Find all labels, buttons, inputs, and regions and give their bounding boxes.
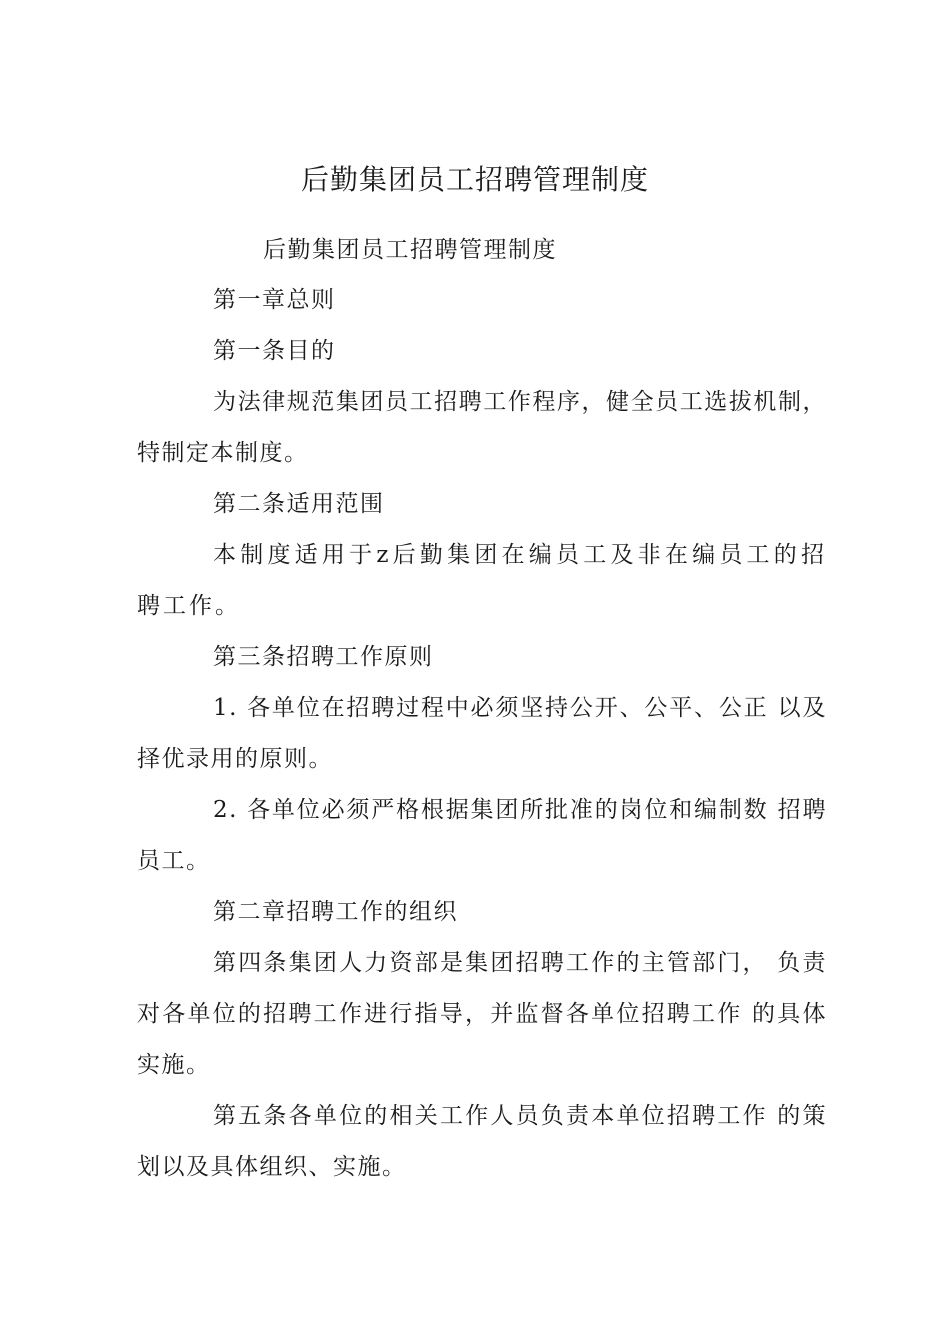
paragraph-body: 1. 各单位在招聘过程中必须坚持公开、公平、公正 以及择优录用的原则。	[137, 695, 827, 772]
article-heading: 第一条目的	[213, 338, 336, 364]
paragraph-body: 2. 各单位必须严格根据集团所批准的岗位和编制数 招聘员工。	[137, 797, 827, 874]
document-title: 后勤集团员工招聘管理制度	[300, 163, 649, 196]
article-heading: 第三条招聘工作原则	[213, 644, 434, 670]
chapter-heading: 第二章招聘工作的组织	[213, 899, 458, 925]
paragraph-body: 第五条各单位的相关工作人员负责本单位招聘工作 的策划以及具体组织、实施。	[137, 1103, 827, 1180]
article-heading: 第二条适用范围	[213, 491, 385, 517]
paragraph-body: 为法律规范集团员工招聘工作程序，健全员工选拔机制，特制定本制度。	[137, 389, 827, 466]
paragraph-body: 本制度适用于z后勤集团在编员工及非在编员工的招 聘工作。	[137, 542, 827, 619]
document-subtitle: 后勤集团员工招聘管理制度	[263, 237, 557, 263]
chapter-heading: 第一章总则	[213, 287, 336, 313]
paragraph-body: 第四条集团人力资部是集团招聘工作的主管部门， 负责对各单位的招聘工作进行指导，并监督各单位招聘工作 的具体实施。	[137, 950, 827, 1078]
